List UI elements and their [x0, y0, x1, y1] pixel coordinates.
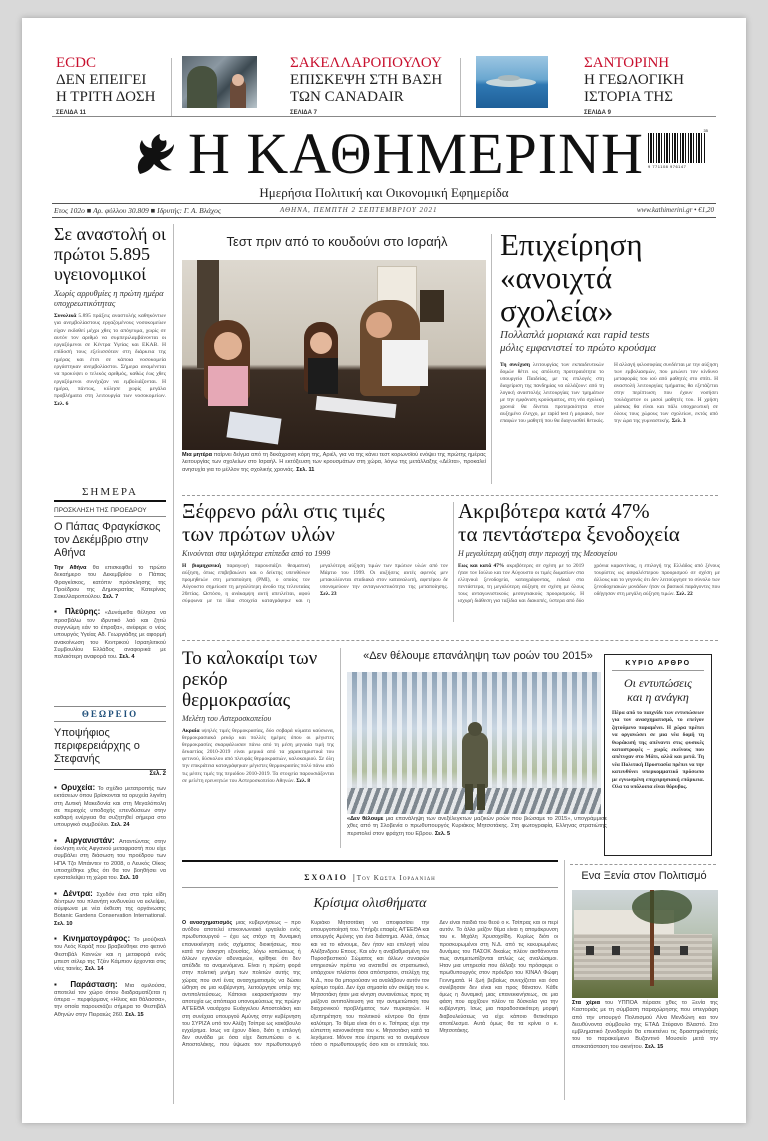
subhead-line: μόλις εμφανιστεί το πρώτο κρούσμα — [500, 342, 656, 354]
page-ref: Σελ. 6 — [54, 400, 69, 407]
brief-item[interactable] — [54, 784, 166, 830]
lead-left-story[interactable] — [54, 224, 166, 408]
caption-text: παίρνει δείγμα από τη δεκάχρονη κόρη της, Αριέλ, για να της κάνει τεστ κορωνοϊού ενόψει της πρώτης ημέρας λειτουργίας των σχολείων στο Ισραήλ. Η εκτόξευση των κρουσμάτων στη χώρα, λόγω της μετάλλαξης «Δέλτα», προκαλεί ανησυχία για το μέλλον της σχολικής χρονιάς. — [182, 452, 487, 473]
brief-kicker: ▪ Κινηματογράφος: — [54, 934, 131, 944]
page-ref: Σελ. 22 — [676, 591, 693, 597]
divider — [54, 706, 166, 707]
border-fence-photo[interactable] — [347, 672, 601, 814]
issue-info: Ετος 102ο ■ Αρ. φύλλου 30.809 ■ Ιδρυτής: Γ. Α. Βλάχος — [54, 206, 221, 215]
divider — [182, 860, 558, 862]
photo-caption — [572, 1000, 718, 1051]
story-body — [182, 920, 558, 1105]
subhead: Μελέτη του Αστεροσκοπείου — [182, 714, 272, 723]
lead-word: Τη συνέχιση — [500, 362, 530, 368]
headline-line: των πρώτων υλών — [182, 522, 335, 546]
divider — [460, 58, 461, 116]
page-ref: Σελ. 7 — [102, 594, 119, 601]
teaser-santorini[interactable] — [584, 55, 724, 116]
headline[interactable]: Υποψήφιος περιφερειάρχης ο Στεφανής — [54, 727, 140, 765]
divider — [52, 116, 716, 117]
teaser-kicker: ΣΑΝΤΟΡΙΝΗ — [584, 55, 670, 71]
today-section — [54, 486, 166, 662]
body-text: 5.895 πράξεις αναστολής καθηκόντων για ανεμβολίαστους εργαζομένους νοσοκομείων είχαν εκδοθεί μέχρι χθες το απόγευμα, χωρίς σε αυτόν τον αριθμό να συμπεριλαμβάνονται οι εργαζόμενοι σε Κέντρα Υγείας και ΕΚΑΒ. Η επίδοσή τους εξελισσόταν στη διάρκεια της ημέρας και έτσι σε κάποια νοσοκομεία εργάστηκαν ανεμβολίαστοι. Σήμερα αναμένεται να προκύψει ο τελικός αριθμός, καθώς έως χθες εργαζόμενοι συνέχιζαν να εμβολιάζονται. Η ημέρα, πάντως, κύλησε χωρίς μεγάλα προβλήματα στη λειτουργία των νοσοκομείων. — [54, 313, 166, 400]
headline-line: Επιχείρηση — [500, 227, 643, 262]
story-body — [54, 313, 166, 408]
column-divider — [564, 860, 565, 1100]
divider — [52, 203, 716, 204]
newspaper-front-page — [22, 18, 746, 1123]
page-ref: Σελ. 10 — [54, 920, 73, 927]
headline-line: Οι εντυπώσεις — [623, 676, 693, 690]
divider — [52, 217, 716, 218]
kicker: ΠΡΟΣΚΛΗΣΗ ΤΗΣ ΠΡΟΕΔΡΟΥ — [54, 507, 166, 517]
brief-item[interactable] — [54, 837, 166, 883]
canadair-visit-photo[interactable] — [182, 56, 257, 108]
body-text: λειτουργίας των εκπαιδευτικών δομών θέτει ως απόλυτη προτεραιότητα το υπουργείο Παιδείας, με τις επιλογές στη διαχείριση της πανδημίας να αλλάζουν: από τη λογική αναστολής λειτουργίας των τμημάτων με την εμφάνιση κρούσματος, στη νέα σχολική χρονιά θα δίνεται προτεραιότητα στον αυξημένο έλεγχο, με rapid test ή μοριακό, των επαφών του μαθητή που θα διαγνωσθεί θετικός. Η αλλαγή φιλοσοφίας συνδέεται με την αύξηση των εμβολιασμών, που μειώνει τον κίνδυνο μεταφοράς του ιού από μαθητές στο σπίτι. Η αναστολή λειτουργίας τμήματος θα εξετάζεται στην περίπτωση που έχουν νοσήσει τουλάχιστον οι μισοί μαθητές του. Η χρήση μάσκας θα είναι και πάλι υποχρεωτική σε όλους τους χώρους των σχολείων, εκτός από την ώρα της γυμναστικής. — [500, 362, 718, 424]
comment-header: ΣΧΟΛΙΟ | Του Κωστα Ιορδανιδη — [304, 873, 436, 882]
body-text: «Δυνάμεθα θέλησα να προσβάλω τον ιδρυτικό λαό και ζητώ συγγνώμη εάν το έπραξα», ανέφερε ο νέος υπουργός Υγείας Αδ. Γεωργιάδης με αφορμή ανακοίνωση του Κεντρικού Ισραηλιτικού Συμβουλίου Ελλάδος αναφορικά με παλαιότερη αναφορά του. — [54, 610, 166, 661]
headline: Το καλοκαίρι των ρεκόρ θερμοκρασίας — [182, 648, 318, 711]
teaser-title: Η ΓΕΩΛΟΓΙΚΗ — [584, 72, 684, 88]
subhead: Χωρίς αρρυθμίες η πρώτη ημέρα υποχρεωτικότητας — [54, 288, 164, 308]
teaser-title: ΤΩΝ CANADAIR — [290, 89, 404, 105]
headline-line: τα πεντάστερα ξενοδοχεία — [458, 522, 680, 546]
date-line: ΑΘΗΝΑ, ΠΕΜΠΤΗ 2 ΣΕΠΤΕΜΒΡΙΟΥ 2021 — [280, 206, 438, 214]
masthead-tagline: Ημερήσια Πολιτική και Οικονομική Εφημερίδα — [259, 185, 509, 200]
page-ref: Σελ. 8 — [296, 777, 311, 784]
hotels-story[interactable] — [458, 500, 720, 605]
israel-test-photo[interactable] — [182, 260, 486, 450]
page-ref: Σελ. 11 — [296, 466, 315, 473]
body-text: Σχεδόν ένα στα τρία είδη δέντρων του πλανήτη κινδυνεύει να εκλείψει, σύμφωνα με νέα έκθεση της οργάνωσης Botanic Gardens Conservation International. — [54, 891, 167, 920]
divider — [54, 769, 166, 770]
divider — [182, 495, 718, 496]
body-text: θα επισκεφθεί το πρώτο δεκαήμερο του Δεκεμβρίου ο Πάπας Φραγκίσκος, κατόπιν πρόσκλησης της Προέδρου της Δημοκρατίας Κατερίνας Σακελλαροπούλου. — [54, 565, 167, 601]
page-ref: Σελ. 24 — [111, 822, 130, 829]
comment-author: Του Κωστα Ιορδανιδη — [356, 874, 436, 882]
teaser-page-ref: ΣΕΛΙΔΑ 9 — [584, 110, 611, 116]
brief-kicker-text: Πλεύρης: — [64, 607, 101, 617]
lead-word: Την Αθήνα — [54, 565, 87, 571]
brief-kicker: ▪ Αιργανιστάν: — [54, 835, 115, 845]
headline: Σε αναστολή οι πρώτοι 5.895 υγειονομικοί — [54, 224, 166, 284]
headline[interactable]: Ο Πάπας Φραγκίσκος τον Δεκέμβριο στην Αθήνα — [54, 521, 161, 559]
body-text: ακριβότερες σε σχέση με το 2019 ήταν τον Ιούλιο και τον Αύγουστο οι τιμές δωματίων στα ελληνικά ξενοδοχεία, καταγράφοντας, ειδικά στα πεντάστερα, τη μεγαλύτερη αύξηση σε σχέση με όλους τους ανταγωνιστικούς μεσογειακούς προορισμούς. Η ισχυρή διάθεση για ταξίδια και διακοπές, ύστερα από δύο χρόνια καραντίνας, η επιλογή της Ελλάδος από ξένους τουρίστες ως ασφαλέστερου προορισμού σε σχέση με άλλους και το γεγονός ότι δεν λειτούργησε το σύνολο των ξενοδοχειακών μονάδων ήταν οι βασικοί παράγοντες που οδήγησαν στη μεγάλη αύξηση τιμών. — [458, 563, 720, 604]
brief-kicker: ▪ Πλεύρης: — [54, 607, 101, 617]
brief-item[interactable] — [54, 981, 166, 1019]
body-text: Το μιούζικαλ του Λεός Καράξ που βραβεύθηκε στο φετινό Φεστιβάλ Καννών και η μεταφορά ενός μπεστ σέλερ της Τζέιν Κάμπιον έρχονται στις νέες ταινίες. — [54, 937, 166, 973]
divider — [171, 58, 172, 116]
page-ref: Σελ. 2 — [149, 771, 166, 777]
headline-line: Ακριβότερα κατά 47% — [458, 499, 650, 523]
main-story[interactable] — [500, 228, 718, 425]
subhead-line: Πολλαπλά μοριακά και rapid tests — [500, 329, 650, 341]
brief-kicker-text: Κινηματογράφος: — [63, 934, 131, 944]
column-divider — [491, 234, 492, 484]
headline-line: και η ανάγκη — [627, 690, 689, 704]
teaser-page-ref: ΣΕΛΙΔΑ 7 — [290, 110, 317, 116]
divider — [570, 864, 716, 865]
page-ref: Σελ. 23 — [320, 591, 337, 597]
photo-title: Τεστ πριν από το κουδούνι στο Ισραήλ — [226, 234, 448, 249]
santorini-photo[interactable] — [476, 56, 548, 108]
brief-item[interactable] — [54, 935, 166, 973]
barcode-issue: 35 — [703, 128, 708, 133]
photo-title: «Δεν θέλουμε επανάληψη των ροών του 2015» — [363, 650, 593, 662]
editorial-body: Πέρα από το παιχνίδι των εντυπώσεων για τον ανασχηματισμό, το επείγον ζητούμενο παραμένει. Η χώρα πρέπει να οργανώσει σε μια νέα δομή τη θωράκισή της απέναντι στις φυσικές καταστροφές – χωρίς εκείνους που απέτυχαν στο Μάτι, αλλά και μετά. Τη νέα Πολιτική Προστασία πρέπει να την κατευθύνει υπερκομματικό πρόσωπο με εγνωσμένη επιχειρησιακή επάρκεια. Ολα τα υπόλοιπα είναι θόρυβος. — [612, 710, 704, 791]
barcode-bars — [648, 133, 706, 163]
story-body — [54, 565, 166, 601]
body-text: Απαντώντας στην έκκληση ενός Αφγανού μεταφραστή που είχε συμβάλει στη διάσωση του προέδρου των ΗΠΑ Τζο Μπάιντεν το 2008, ο Λευκός Οίκος υποσχέθηκε χθες ότι θα τον βοηθήσει να εγκαταλείψει τη χώρα του. — [54, 838, 166, 882]
headline-line: Ξέφρενο ράλι στις τιμές — [182, 499, 385, 523]
caption-text: μια επανάληψη των ανεξέλεγκτων μαζικών ροών που βιώσαμε το 2015», υπογράμμισε χθες από τη Σλοβενία ο πρωθυπουργός Κυριάκος Μητσοτάκης. Στη φωτογραφία, Ελληνας στρατιώτης περιπολεί στον φράχτη του Εβρου. — [347, 816, 607, 837]
divider — [54, 500, 166, 502]
teaser-kicker: ECDC — [56, 55, 97, 71]
editorial-box[interactable] — [604, 654, 712, 856]
caption-text: του ΥΠΠΟΑ πέρασε χθες το Ξενία της Καστοριάς με τη σύμβαση παραχώρησης που υπεγράφη από την υπουργό Πολιτισμού Λίνα Μενδώνη και τον διευθύνοντα σύμβουλο της ΕΤΑΔ Στέφανο Βλαστό. Στο εμβληματικό ξενοδοχείο θα επεκτείνει τις δραστηριότητές του το παρακείμενο Βυζαντινό Μουσείο μετά την αποκατάσταση του ακινήτου. — [572, 1000, 718, 1050]
body-text: Μια ομιλούσα, αποτελεί τον χώρο όπου διαδραματίζεται η όπερα – περφόρμανς «Ηλιος και θάλασσα», την οποία παρουσιάζει σήμερα το Φεστιβάλ Αθηνών στην Πειραιώς 260. — [54, 982, 166, 1018]
brief-kicker-text: Αιργανιστάν: — [64, 835, 115, 845]
brief-kicker-text: Δέντρα: — [62, 888, 93, 898]
xenia-hotel-photo[interactable] — [572, 890, 718, 998]
lead-word: Εως και κατά 47% — [458, 563, 505, 569]
lead-word: «Δεν θέλουμε — [347, 816, 384, 822]
divider — [54, 721, 166, 722]
page-ref: Σελ. 15 — [125, 1011, 144, 1018]
page-ref: Σελ. 3 — [671, 418, 686, 424]
body-text: παραγωγή παρουσιάζει θεαματική αύξηση, όπως επιβεβαιώνει και ο δείκτης υπευθύνων προμηθειών στη μεταποίηση (PMI), ο οποίος τον Αύγουστο σημείωσε τη μεγαλύτερη άνοδο της τελευταίας 20ετίας. Ωστόσο, η ανάκαμψη αυτή απειλείται, αφού σύμφωνα με τα ίδια στοιχεία καταγράφηκε και η μεγαλύτερη αύξηση τιμών των πρώτων υλών από τον Μάρτιο του 1999. Οι αυξήσεις αυτές αφενός μεν μετακυλίονται σταδιακά στον καταναλωτή, αφετέρου δε υπονομεύουν την ανταγωνιστικότητα της μεταποίησης. — [182, 563, 448, 604]
body-text: Το σχέδιο μετατροπής των εκτάσεων όπου βρίσκονται τα ορυχεία λιγνίτη στη Δυτική Μακεδονία και στη Μεγαλόπολη σε περιοχές υποδοχής επενδύσεων στην καθαρή ενέργεια θα συζητηθεί σήμερα στο υπουργικό συμβούλιο. — [54, 786, 166, 829]
page-ref: Σελ. 14 — [85, 966, 104, 973]
teaser-title: ΙΣΤΟΡΙΑ ΤΗΣ — [584, 89, 673, 105]
brief-kicker-text: Παράσταση: — [70, 979, 118, 989]
summer-heat-story[interactable] — [182, 648, 334, 785]
brief-kicker: ▪ Ορυχεία: — [54, 783, 96, 792]
briefs-list — [54, 784, 166, 1019]
theoreio-section — [54, 706, 166, 1019]
section-label-today: ΣΗΜΕΡΑ — [82, 486, 138, 498]
body-text: υψηλές τιμές θερμοκρασίας, δύο σοβαρά κύματα καύσωνα, θερμοκρασιακά ρεκόρ και πολλές ημέρες όπου οι μέγιστες θερμοκρασίες σκαρφάλωσαν πάνω από τη μέση μηνιαία τιμή της δεκαετίας 2010-2019 είναι μερικά από τα χαρακτηριστικά του φετινού, δύσκολου από πλευράς θερμοκρασιών, καλοκαιριού. Σε όλη την επικράτεια καταγράφηκαν μέγιστες θερμοκρασίες πολύ πάνω από τις μέσες τιμές της περιόδου 2010-2019. Τα στοιχεία παρουσιάζονται σε μελέτη ερευνητών του Αστεροσκοπείου Αθηνών. — [182, 728, 334, 784]
photo-title: Ενα Ξενία στον Πολιτισμό — [581, 870, 707, 882]
subhead: Η μεγαλύτερη αύξηση στην περιοχή της Μεσογείου — [458, 549, 618, 558]
story-body — [182, 563, 448, 605]
griffin-logo-icon — [132, 130, 178, 178]
brief-kicker-text: Ορυχεία: — [61, 783, 96, 792]
lead-word: Στα χέρια — [572, 1000, 601, 1006]
teaser-ecdc[interactable] — [56, 55, 176, 116]
divider — [182, 887, 558, 888]
teaser-sakellaropoulou[interactable] — [290, 55, 460, 116]
divider — [182, 640, 718, 641]
story-body — [500, 362, 718, 425]
teaser-page-ref: ΣΕΛΙΔΑ 11 — [56, 110, 86, 116]
teaser-title: ΔΕΝ ΕΠΕΙΓΕΙ — [56, 72, 147, 88]
raw-materials-story[interactable] — [182, 500, 448, 605]
masthead-title[interactable]: Η ΚΑΘΗΜΕΡΙΝΗ — [188, 121, 644, 186]
column-divider — [453, 502, 454, 622]
editorial-label: ΚΥΡΙΟ ΑΡΘΡΟ — [612, 660, 704, 671]
teaser-kicker: ΣΑΚΕΛΛΑΡΟΠΟΥΛΟΥ — [290, 55, 442, 71]
body-text: μιας κυβερνήσεως – προ ανόδου αποτελεί επικοινωνιακό εργαλείο ενός πρωθυπουργού – έχει ως στόχο τη δυναμική επανεκκίνηση ενός σχήματος διοικήσεως, που κατά την άσκηση εξουσίας, λόγω κοπώσεως ή άλλων εγγενών αδυναμιών, κρίθηκε ότι δεν απέδιδε τα αναμενόμενα. Είναι η πρώτη φορά στην πολιτική μνήμη των πολιτών αυτής της χώρας που αντί ένας ανασχηματισμός να δώσει ώθηση σε μια κυβέρνηση, λειτούργησε υπέρ της αντιπολιτεύσεως. Κάποιοι εκαρακτήρισαν την αποτυχία ως απόπειρα υπονομεύσεως της πρώην Α/ΓΕΕΘΑ ναυάρχου Ευάγγελου Αποστολάκη και στη συνέχεια υπουργού Αμύνης στην κυβέρνηση του ΣΥΡΙΖΑ υπό τον Αλέξη Τσίπρα ως κακόβουλο εγχείρημα. Ισως να έχουν δίκιο, διότι η επιλογή δεν συνάδει με όσα είχε διατυπώσει ο κ. Αποστολάκης, που ύψωσε τον πρωθυπουργό Κυριάκο Μητσοτάκη να αποφασίσει την υπουργοποίησή του. Υπήρξε επαφές Α/ΓΕΕΘΑ και υπουργός Αμύνης για ένα διάστημα. Αλλά, όπως και να το κάνουμε, δεν ήταν και επιλογή νέου Αλέξανδρου Επους. Και εάν η αναβαθμισμένη του Πυροσβεστικού Σώματος και άλλων συναφών υπηρεσιών πρέπει να ανατεθεί σε στρατιωτικό, υπάρχουν πλείστοι όσοι απόστρατοι, στελέχη της Ν.Δ., που θα μπορούσαν να αναλάβουν αυτόν τον κρίσιμο τομέα. Δεν έχει σημασία εάν σκέψη του κ. Μητσοτάκη ήταν μια κίνηση συναινέσεως προς τη μείζονα αντιπολίτευση για την αντιμετώπιση του διαχρονικού προβλήματος των πυρκαγιών. Η εξυπηρέτηση του πολιτικού κέντρου θα ήταν καλύτερη. Το θέμα είναι ότι ο κ. Τσίπρας είχε την εύπεπτη κανονικότητα του κ. Μητσοτάκη κατά τα λεγόμενα. Μόνον που έπρεπε να το αναμένουν τόσο ο πρωθυπουργός όσο και οι επιτελείς του. Δεν είναι παιδιά του θεού ο κ. Τσίπρας και οι περί αυτόν. Το άλλο μείζον θέμα είναι η απομάκρυνση του κ. Μιχάλη Χρυσοχοΐδη. Κυρίως διότι οι προσκυρωμένοι στη Ν.Δ. από τις κεκυρωμένες δυνάμεις του ΠΑΣΟΚ δικαίως πλέον αισθάνονται πως αντιμετωπίζονται απλώς ως αναλώσιμοι. Ηταν μια υπηρεσία που άλλαξε του πρόσφερε ο πρωθυπουργός στον πρόεδρο του ΚΙΝΑΛ Φώφη Γεννηματά. Η ζωή βεβαίως συνεχίζεται και όσα συνέβησαν δεν είναι και προς θάνατον. Κάθε όμως η δυναμική μιας επανεκκινήσεως, σε μια φάση που αρχίζουν πλέον τα δύσκολα για την κυβέρνηση. Ισως μια παραδοσιακότερη μορφή διαβουλεύσεως να είχε κάποιο θετικότερο αποτέλεσμα. Αυτά όμως θα τα κρίνει ο κ. Μητσοτάκης. — [182, 920, 558, 1049]
lead-word: Ακραία — [182, 728, 200, 734]
brief-item[interactable] — [54, 608, 166, 661]
page-ref: Σελ. 15 — [644, 1043, 664, 1050]
column-divider — [173, 224, 174, 1104]
teaser-title: Η ΤΡΙΤΗ ΔΟΣΗ — [56, 89, 156, 105]
photo-caption — [182, 452, 486, 474]
story-body — [182, 728, 334, 785]
comment-column[interactable] — [182, 860, 558, 1105]
barcode-number: 9 771108 976147 — [648, 164, 687, 169]
headline-line: σχολεία» — [500, 293, 614, 328]
subhead: Κινούνται στα υψηλότερα επίπεδα από το 1999 — [182, 549, 331, 558]
lead-word: Ο ανασχηματισμός — [182, 920, 233, 926]
barcode — [648, 128, 708, 173]
website-price[interactable]: www.kathimerini.gr • €1,20 — [636, 206, 714, 214]
photo-caption — [347, 816, 607, 838]
story-body — [458, 563, 720, 605]
brief-item[interactable] — [54, 890, 166, 928]
headline: Κρίσιμα ολισθήματα — [313, 896, 427, 911]
headline-line: «ανοιχτά — [500, 260, 613, 295]
lead-word: Συνολικά — [54, 313, 77, 319]
brief-kicker: ▪ Δέντρα: — [54, 888, 93, 898]
page-ref: Σελ. 4 — [119, 654, 135, 661]
teaser-title: ΕΠΙΣΚΕΨΗ ΣΤΗ ΒΑΣΗ — [290, 72, 443, 88]
column-divider — [340, 648, 341, 848]
comment-label: ΣΧΟΛΙΟ — [304, 873, 348, 882]
lead-word: Μια μητέρα — [182, 452, 213, 458]
page-ref: Σελ. 5 — [434, 830, 451, 837]
brief-kicker: ▪ Παράσταση: — [54, 979, 118, 989]
section-label-theoreio: ΘΕΩΡΕΙΟ — [81, 709, 139, 719]
page-ref: Σελ. 10 — [119, 875, 139, 882]
lead-word: Η βιομηχανική — [182, 563, 221, 569]
